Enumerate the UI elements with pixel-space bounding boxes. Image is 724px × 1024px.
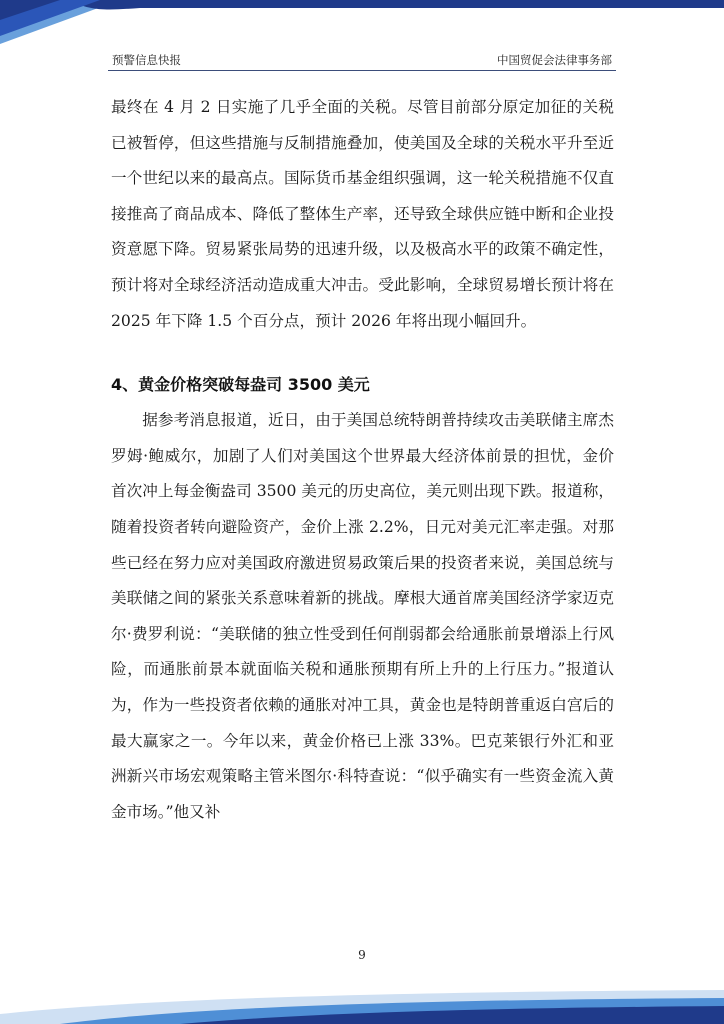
bottom-decoration-band <box>0 984 724 1024</box>
body-paragraph-1: 最终在 4 月 2 日实施了几乎全面的关税。尽管目前部分原定加征的关税已被暂停，但这些措施与反制措施叠加，使美国及全球的关税水平升至近一个世纪以来的最高点。国际货币基金组织强调，这一轮关税措施不仅直接推高了商品成本、降低了整体生产率，还导致全球供应链中断和企业投资意愿下降。贸易紧张局势的迅速升级，以及极高水平的政策不确定性，预计将对全球经济活动造成重大冲击。受此影响，全球贸易增长预计将在 2025 年下降 1.5 个百分点，预计 2026 年将出现小幅回升。 <box>111 98 614 330</box>
body-paragraph-2: 据参考消息报道，近日，由于美国总统特朗普持续攻击美联储主席杰罗姆·鲍威尔，加剧了人们对美国这个世界最大经济体前景的担忧，金价首次冲上每金衡盎司 3500 美元的历史高位，美元则出现下跌。报道称，随着投资者转向避险资产，金价上涨 2.2%，日元对美元汇率走强。对那些已经在努力应对美国政府激进贸易政策后果的投资者来说，美国总统与美联储之间的紧张关系意味着新的挑战。摩根大通首席美国经济学家迈克尔·费罗利说：“美联储的独立性受到任何削弱都会给通胀前景增添上行风险，而通胀前景本就面临关税和通胀预期有所上升的上行压力。”报道认为，作为一些投资者依赖的通胀对冲工具，黄金也是特朗普重返白宫后的最大赢家之一。今年以来，黄金价格已上涨 33%。巴克莱银行外汇和亚洲新兴市场宏观策略主管米图尔·科特查说：“似乎确实有一些资金流入黄金市场。”他又补 <box>111 411 614 821</box>
document-body <box>111 90 614 830</box>
section-heading: 4、黄金价格突破每盎司 3500 美元 <box>111 375 370 395</box>
page-number: 9 <box>358 948 366 962</box>
paragraph-gap <box>111 339 614 367</box>
page-header <box>112 48 612 70</box>
header-organization: 中国贸促会法律事务部 <box>497 53 612 67</box>
top-decoration-band <box>0 0 724 50</box>
header-divider <box>108 70 616 71</box>
header-publication-title: 预警信息快报 <box>112 53 181 67</box>
